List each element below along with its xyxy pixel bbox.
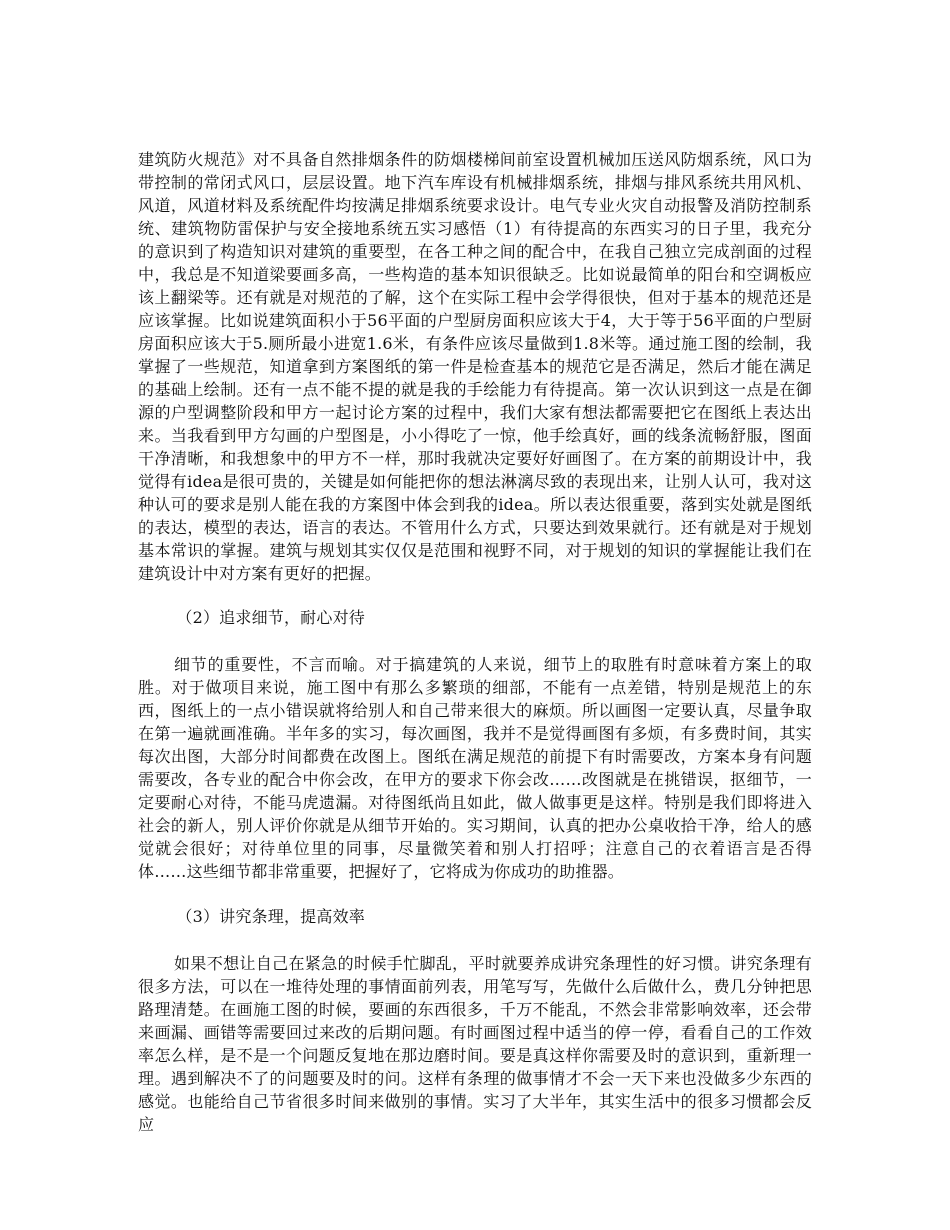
section-heading-details: （2）追求细节，耐心对待 bbox=[176, 608, 365, 627]
section-heading-order: （3）讲究条理，提高效率 bbox=[176, 907, 365, 926]
document-page bbox=[138, 148, 812, 1136]
body-paragraph-order: 如果不想让自己在紧急的时候手忙脚乱，平时就要养成讲究条理性的好习惯。讲究条理有很多方法，可以在一堆待处理的事情面前列表，用笔写写，先做什么后做什么，费几分钟把思路理清楚。在画施工图的时候，要画的东西很多，千万不能乱，不然会非常影响效率，还会带来画漏、画错等需要回过来改的后期问题。有时画图过程中适当的停一停，看看自己的工作效率怎么样，是不是一个问题反复地在那边磨时间。要是真这样你需要及时的意识到，重新理一理。遇到解决不了的问题要及时的问。这样有条理的做事情才不会一天下来也没做多少东西的感觉。也能给自己节省很多时间来做别的事情。实习了大半年，其实生活中的很多习惯都会反应 bbox=[138, 954, 812, 1134]
body-paragraph-details: 细节的重要性，不言而喻。对于搞建筑的人来说，细节上的取胜有时意味着方案上的取胜。对于做项目来说，施工图中有那么多繁琐的细部，不能有一点差错，特别是规范上的东西，图纸上的一点小错误就将给别人和自己带来很大的麻烦。所以画图一定要认真，尽量争取在第一遍就画准确。半年多的实习，每次画图，我并不是觉得画图有多烦，有多费时间，其实每次出图，大部分时间都费在改图上。图纸在满足规范的前提下有时需要改，方案本身有问题需要改，各专业的配合中你会改，在甲方的要求下你会改……改图就是在挑错误，抠细节，一定要耐心对待，不能马虎遗漏。对待图纸尚且如此，做人做事更是这样。特别是我们即将进入社会的新人，别人评价你就是从细节开始的。实习期间，认真的把办公桌收拾干净，给人的感觉就会很好；对待单位里的同事，尽量微笑着和别人打招呼；注意自己的衣着语言是否得体……这些细节都非常重要，把握好了，它将成为你成功的助推器。 bbox=[138, 655, 812, 881]
body-paragraph-fire-code: 建筑防火规范》对不具备自然排烟条件的防烟楼梯间前室设置机械加压送风防烟系统，风口为带控制的常闭式风口，层层设置。地下汽车库设有机械排烟系统，排烟与排风系统共用风机、风道，风道材料及系统配件均按满足排烟系统要求设计。电气专业火灾自动报警及消防控制系统、建筑物防雷保护与安全接地系统五实习感悟（1）有待提高的东西实习的日子里，我充分的意识到了构造知识对建筑的重要型，在各工种之间的配合中，在我自己独立完成剖面的过程中，我总是不知道梁要画多高，一些构造的基本知识很缺乏。比如说最简单的阳台和空调板应该上翻梁等。还有就是对规范的了解，这个在实际工程中会学得很快，但对于基本的规范还是应该掌握。比如说建筑面积小于56平面的户型厨房面积应该大于4，大于等于56平面的户型厨房面积应该大于5.厕所最小进宽1.6米，有条件应该尽量做到1.8米等。通过施工图的绘制，我掌握了一些规范，知道拿到方案图纸的第一件是检查基本的规范它是否满足，然后才能在满足的基础上绘制。还有一点不能不提的就是我的手绘能力有待提高。第一次认识到这一点是在御源的户型调整阶段和甲方一起讨论方案的过程中，我们大家有想法都需要把它在图纸上表达出来。当我看到甲方勾画的户型图是，小小得吃了一惊，他手绘真好，画的线条流畅舒服，图面干净清晰，和我想象中的甲方不一样，那时我就决定要好好画图了。在方案的前期设计中，我觉得有idea是很可贵的，关键是如何能把你的想法淋漓尽致的表现出来，让别人认可，我对这种认可的要求是别人能在我的方案图中体会到我的idea。所以表达很重要，落到实处就是图纸的表达，模型的表达，语言的表达。不管用什么方式，只要达到效果就行。还有就是对于规划基本常识的掌握。建筑与规划其实仅仅是范围和视野不同，对于规划的知识的掌握能让我们在建筑设计中对方案有更好的把握。 bbox=[138, 150, 812, 583]
